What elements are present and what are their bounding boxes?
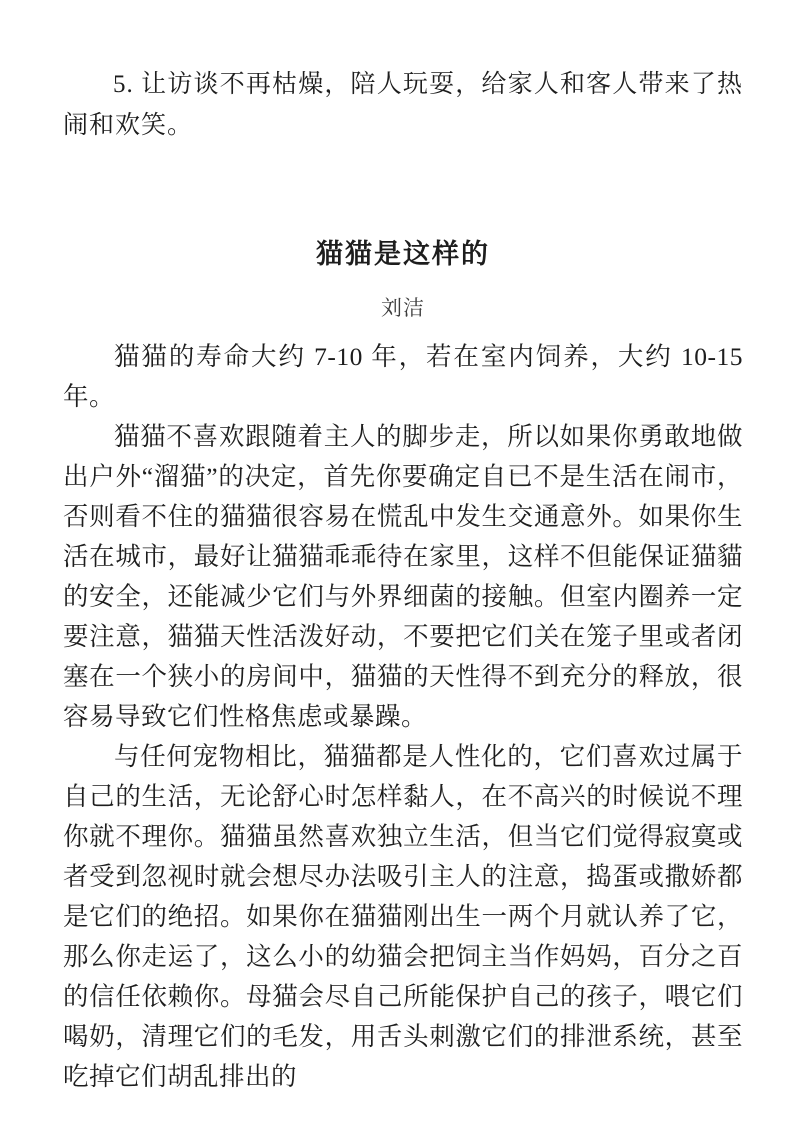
article-paragraph-lifespan: 猫猫的寿命大约 7-10 年，若在室内饲养，大约 10-15 年。 [63, 342, 743, 411]
article-author: 刘洁 [381, 296, 425, 320]
article-title: 猫猫是这样的 [316, 239, 490, 269]
article-paragraph-personality: 与任何宠物相比，猫猫都是人性化的，它们喜欢过属于自己的生活，无论舒心时怎样黏人，在不高兴的时候说不理你就不理你。猫猫虽然喜欢独立生活，但当它们觉得寂寞或者受到忽视时就会想尽办法吸引主人的注意，捣蛋或撒娇都是它们的绝招。如果你在猫猫刚出生一两个月就认养了它，那么你走运了，这么小的幼猫会把饲主当作妈妈，百分之百的信任依赖你。母猫会尽自己所能保护自己的孩子，喂它们喝奶，清理它们的毛发，用舌头刺激它们的排泄系统，甚至吃掉它们胡乱排出的 [63, 742, 743, 1091]
exercise-item-5: 5. 让访谈不再枯燥，陪人玩耍，给家人和客人带来了热闹和欢笑。 [63, 71, 743, 139]
article-paragraph-indoor-keeping: 猫猫不喜欢跟随着主人的脚步走，所以如果你勇敢地做出户外“溜猫”的决定，首先你要确定自已不是生活在闹市，否则看不住的猫猫很容易在慌乱中发生交通意外。如果你生活在城市，最好让猫猫乖乖待在家里，这样不但能保证猫貓的安全，还能减少它们与外界细菌的接触。但室内圈养一定要注意，猫猫天性活泼好动，不要把它们关在笼子里或者闭塞在一个狭小的房间中，猫猫的天性得不到充分的释放，很容易导致它们性格焦虑或暴躁。 [63, 422, 743, 731]
